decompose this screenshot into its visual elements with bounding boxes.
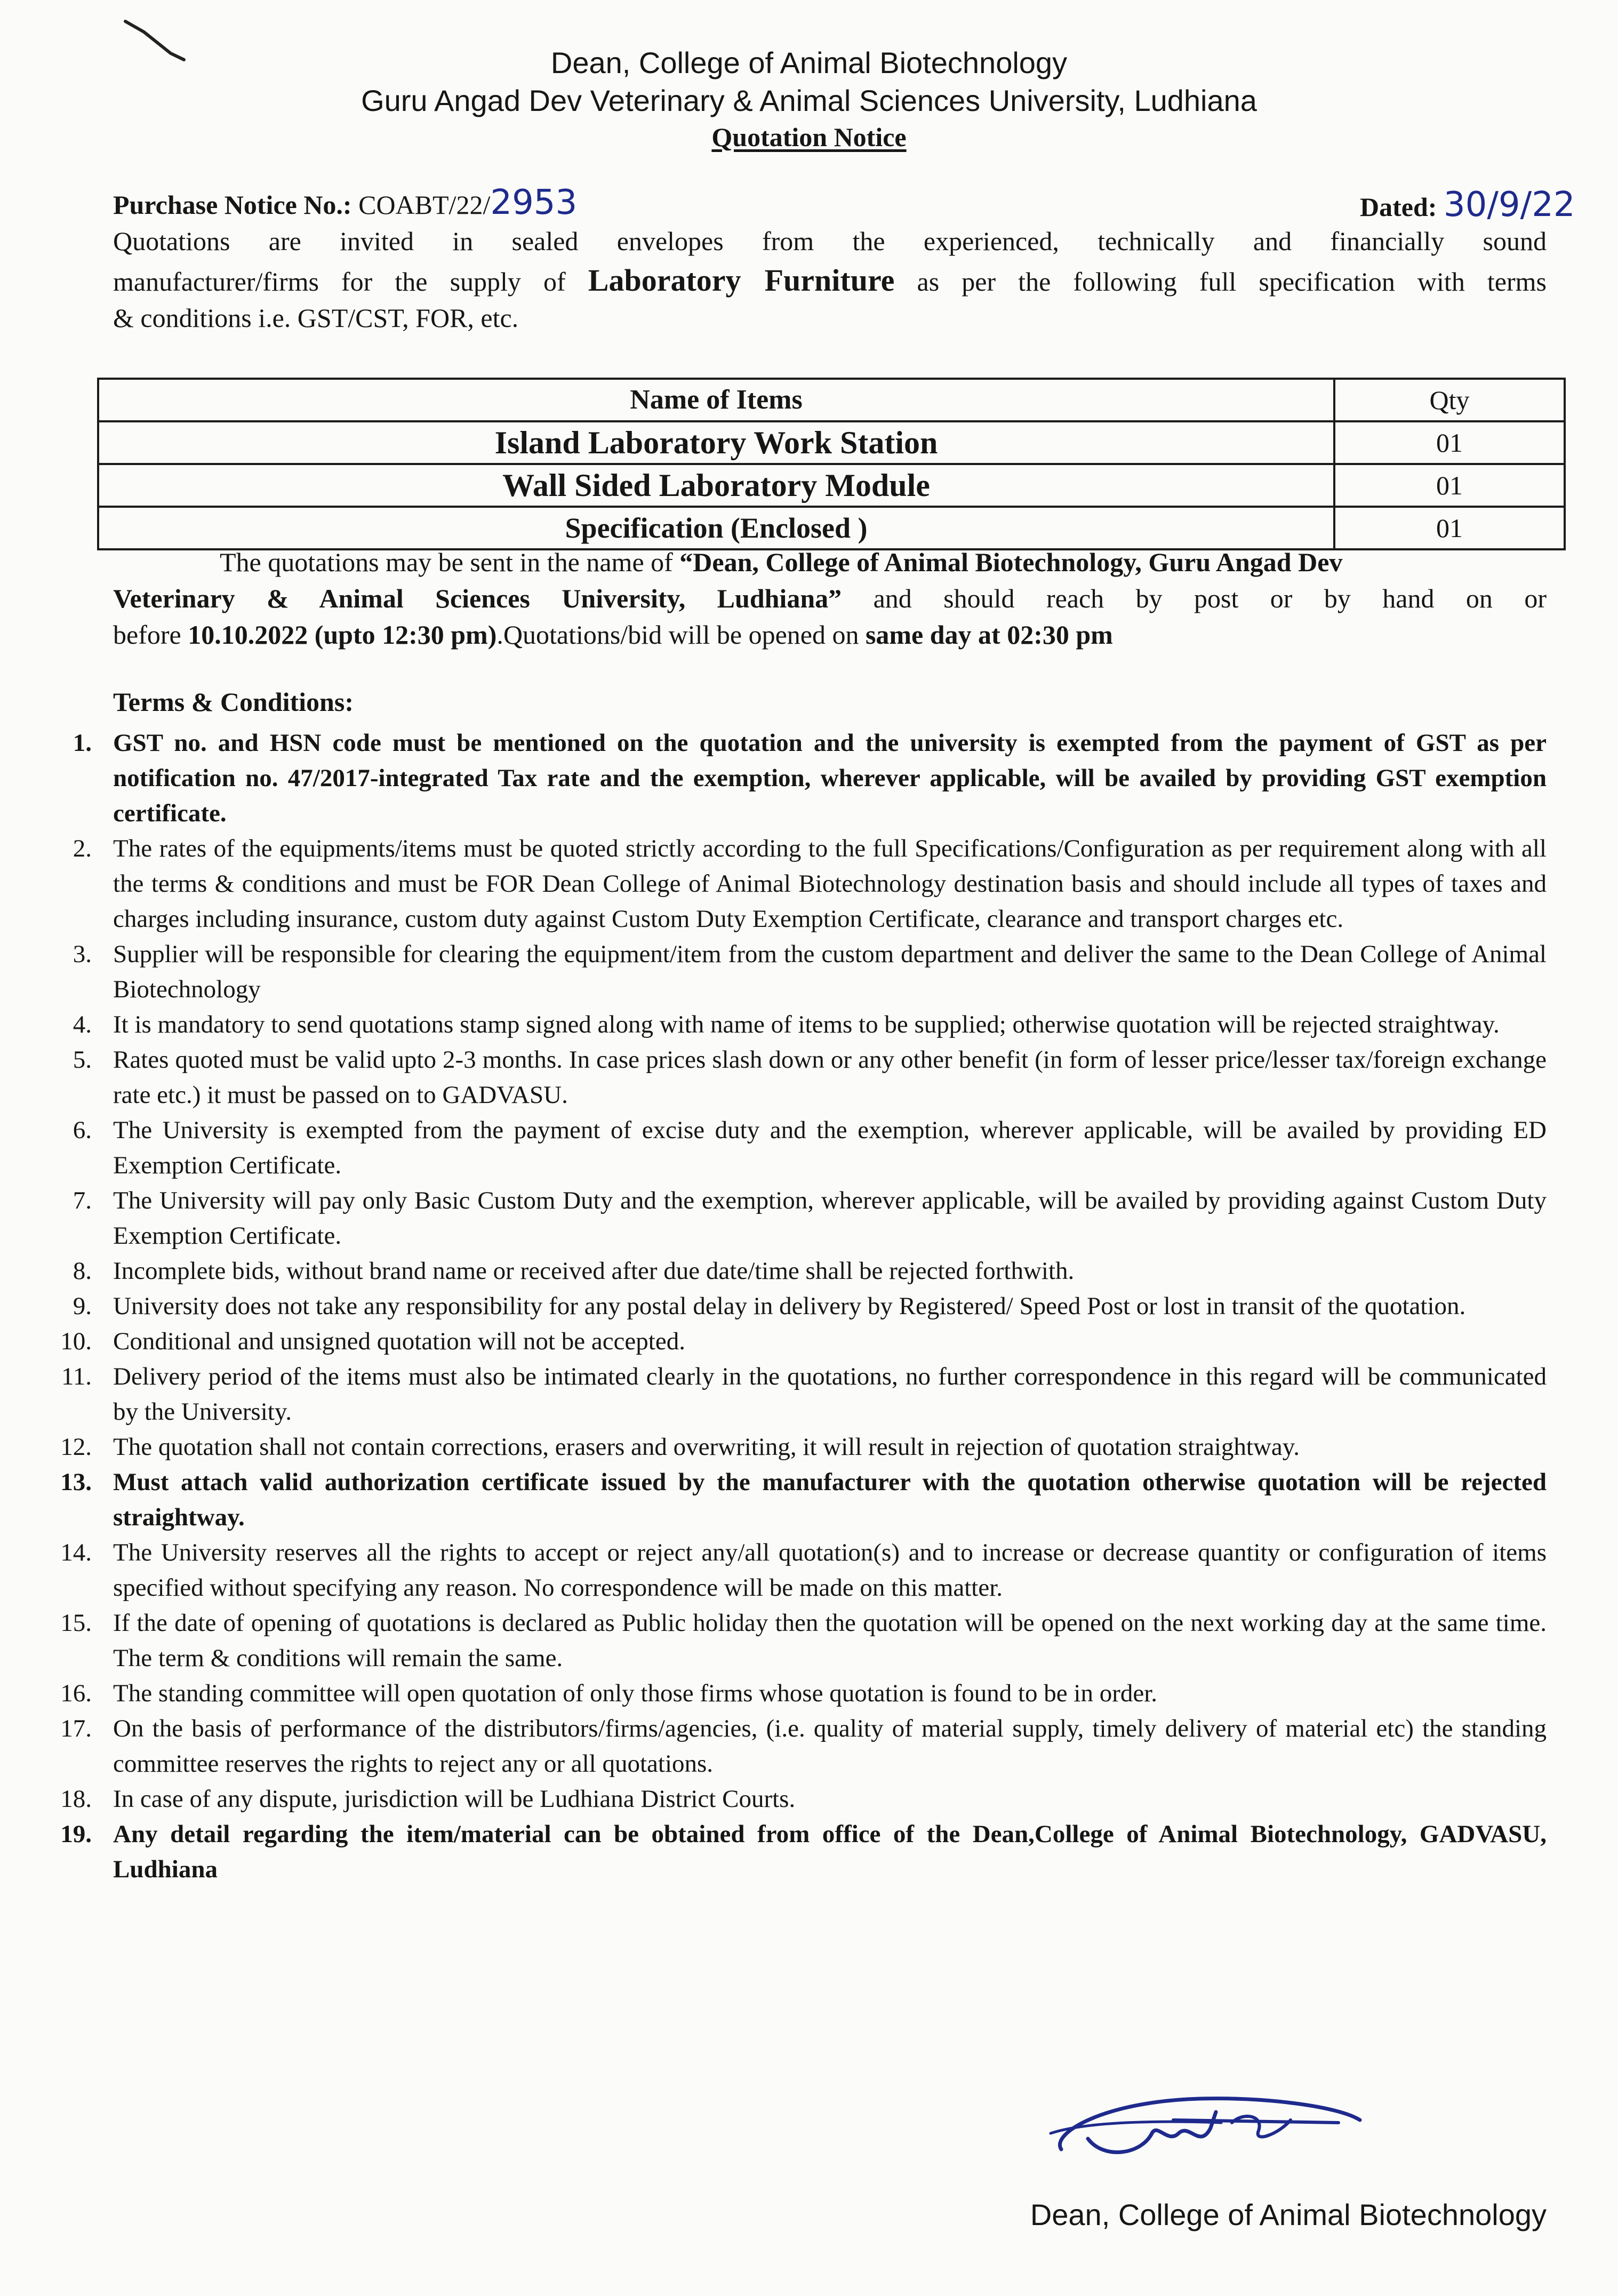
table-row [98, 464, 1565, 507]
list-item: 6. The University is exempted from the payment of excise duty and the exemption, wherever applicable, will be availed by providing ED Exemption Certificate. [73, 1116, 1547, 1179]
list-item: 8. Incomplete bids, without brand name or received after due date/time shall be rejected forthwith. [73, 1257, 1075, 1285]
item-name: Wall Sided Laboratory Module [98, 464, 1334, 507]
list-item: 9. University does not take any responsibility for any postal delay in delivery by Registered/ Speed Post or lost in transit of the quotation. [73, 1292, 1466, 1320]
list-item: 17. On the basis of performance of the distributors/firms/agencies, (i.e. quality of material supply, timely delivery of material etc) the standing committee reserves the rights to reject any or all quotations. [60, 1715, 1547, 1778]
item-qty: 01 [1334, 507, 1565, 549]
item-name: Island Laboratory Work Station [98, 421, 1334, 464]
dated-label: Dated: [1360, 192, 1437, 222]
item-qty: 01 [1334, 464, 1565, 507]
table-row [98, 421, 1565, 464]
send-line-3: before 10.10.2022 (upto 12:30 pm).Quotations/bid will be opened on same day at 02:30 pm [113, 620, 1113, 650]
purchase-notice-prefix: COABT/22/ [358, 190, 491, 220]
terms-list [0, 725, 1547, 1887]
list-item: 1. GST no. and HSN code must be mentioned on the quotation and the university is exempted from the payment of GST as per notification no. 47/2017-integrated Tax rate and the exemption, wherever applicable, will be availed by providing GST exemption certificate. [73, 729, 1547, 827]
table-header-row [98, 379, 1565, 421]
intro-line-2: manufacturer/firms for the supply of Laboratory Furniture as per the following full specification with terms [113, 263, 1547, 298]
list-item: 10. Conditional and unsigned quotation will not be accepted. [60, 1327, 685, 1355]
list-item: 12. The quotation shall not contain corrections, erasers and overwriting, it will result in rejection of quotation straightway. [60, 1433, 1300, 1461]
item-name: Specification (Enclosed ) [98, 507, 1334, 549]
intro-line-3: & conditions i.e. GST/CST, FOR, etc. [113, 303, 519, 333]
list-item: 3. Supplier will be responsible for clearing the equipment/item from the custom department and deliver the same to the Dean College of Animal Biotechnology [73, 940, 1547, 1003]
list-item: 19. Any detail regarding the item/material can be obtained from office of the Dean,College of Animal Biotechnology, GADVASU, Ludhiana [60, 1820, 1547, 1883]
list-item: 14. The University reserves all the rights to accept or reject any/all quotation(s) and to increase or decrease quantity or configuration of items specified without specifying any reason. No correspondence will be made on this matter. [60, 1539, 1547, 1602]
dated [1360, 187, 1575, 225]
purchase-notice-number: 2953 [490, 183, 578, 222]
header-line-2: Guru Angad Dev Veterinary & Animal Sciences University, Ludhiana [361, 84, 1257, 117]
list-item: 13. Must attach valid authorization certificate issued by the manufacturer with the quotation otherwise quotation will be rejected straightway. [60, 1468, 1547, 1531]
header-line-1: Dean, College of Animal Biotechnology [550, 46, 1068, 79]
send-line-1: The quotations may be sent in the name of “Dean, College of Animal Biotechnology, Guru Angad Dev [220, 547, 1343, 577]
terms-heading: Terms & Conditions: [113, 687, 354, 717]
item-qty: 01 [1334, 421, 1565, 464]
purchase-notice-label: Purchase Notice No.: [113, 190, 352, 220]
list-item: 11. Delivery period of the items must also be intimated clearly in the quotations, no further correspondence in this regard will be communicated by the University. [61, 1363, 1547, 1426]
col-name-header: Name of Items [98, 379, 1334, 421]
signature-label: Dean, College of Animal Biotechnology [1030, 2198, 1547, 2231]
header-title: Quotation Notice [711, 122, 907, 152]
list-item: 15. If the date of opening of quotations is declared as Public holiday then the quotation will be opened on the next working day at the same time. The term & conditions will remain the same. [60, 1609, 1547, 1672]
list-item: 18. In case of any dispute, jurisdiction will be Ludhiana District Courts. [60, 1785, 796, 1813]
supply-item: Laboratory Furniture [588, 263, 895, 298]
list-item: 16. The standing committee will open quotation of only those firms whose quotation is found to be in order. [60, 1679, 1158, 1707]
list-item: 2. The rates of the equipments/items must be quoted strictly according to the full Specifications/Configuration as per requirement along with all the terms & conditions and must be FOR Dean College of Animal Biotechnology destination basis and should include all types of taxes and charges including insurance, custom duty against Custom Duty Exemption Certificate, clearance and transport charges etc. [73, 835, 1547, 933]
intro-line-1: Quotations are invited in sealed envelopes from the experienced, technically and financially sound [113, 226, 1547, 256]
dated-value: 30/9/22 [1443, 185, 1575, 225]
table-row [98, 507, 1565, 549]
send-line-2: Veterinary & Animal Sciences University, Ludhiana” and should reach by post or by hand on or [113, 583, 1547, 613]
list-item: 4. It is mandatory to send quotations stamp signed along with name of items to be supplied; otherwise quotation will be rejected straightway. [73, 1011, 1500, 1038]
purchase-notice [113, 185, 577, 223]
items-table [97, 378, 1566, 550]
col-qty-header: Qty [1334, 379, 1565, 421]
list-item: 5. Rates quoted must be valid upto 2-3 months. In case prices slash down or any other benefit (in form of lesser price/lesser tax/foreign exchange rate etc.) it must be passed on to GADVASU. [73, 1046, 1547, 1109]
list-item: 7. The University will pay only Basic Custom Duty and the exemption, wherever applicable, will be availed by providing against Custom Duty Exemption Certificate. [73, 1187, 1547, 1250]
signature-image [1040, 2069, 1371, 2176]
